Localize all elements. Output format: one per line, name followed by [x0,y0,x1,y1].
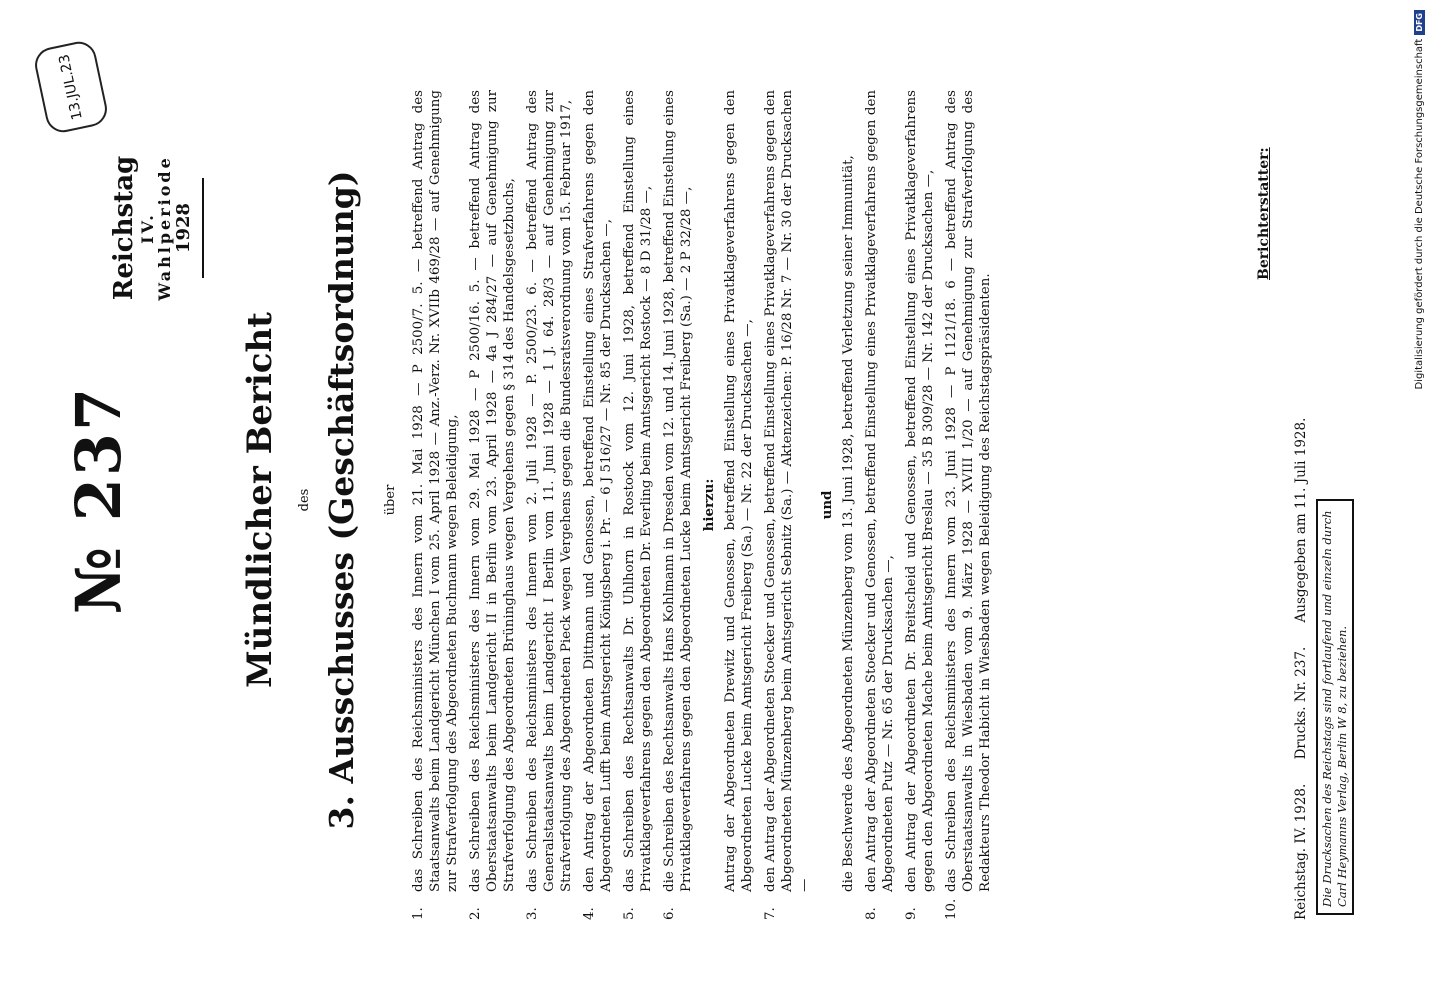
item-number: 4. [582,907,597,920]
dfg-logo-icon: DFG [1414,10,1425,35]
reichstag-name: Reichstag [109,155,139,301]
item-number: 7. [763,907,778,920]
item-number: 6. [662,907,677,920]
item-number: 5. [622,907,637,920]
hierzu-text: Antrag der Abgeordneten Drewitz und Genossen, betreffend Einstellung eines Privatklageverfahrens gegen den Abgeordneten Lucke beim Amtsgericht Freiberg (Sa.) — Nr. 22 der Drucksachen —, [723,90,755,892]
item-number: 10. [944,898,959,920]
und-text: die Beschwerde des Abgeordneten Münzenberg vom 13. Juni 1928, betreffend Verletzung seiner Immunität, [841,155,856,892]
footer-right: Ausgegeben am 11. Juli 1928. [1293,417,1309,623]
list-item [524,90,575,920]
item-text: das Schreiben des Reichsministers des Innern vom 29. Mai 1928 — P 2500/16. 5. — betreffend Antrag des Oberstaatsanwalts beim Landgericht II in Berlin vom 23. April 1928 — 4a J 284/27 — auf Genehmigung zur Strafverfolgung des Abgeordneten Brüninghaus wegen Vergehens gegen § 314 des Handelsgesetzbuchs, [468,90,517,892]
year: 1928 [172,202,194,254]
list-item [943,90,994,920]
item-text: den Antrag der Abgeordneten Dr. Breitscheid und Genossen, betreffend Einstellung eines Privatklageverfahrens gegen den Abgeordneten Mache beim Amtsgericht Breslau — 35 B 309/28 — Nr. 142 der Drucksachen —, [904,90,936,892]
committee-title: 3. Ausschusses (Geschäftsordnung) [322,170,361,830]
list-item [621,90,655,920]
footer-mid: Drucks. Nr. 237. [1293,646,1309,760]
credit-inner [1408,10,1430,430]
list-item [661,90,695,920]
hierzu-label: hierzu: [701,478,717,532]
agenda-list [410,90,1000,920]
item-text: das Schreiben des Rechtsanwalts Dr. Uhlhorn in Rostock vom 12. Juni 1928, betreffend Einstellung eines Privatklageverfahrens gegen den Abgeordneten Dr. Everling beim Amtsgericht Rostock — 8 D 31/28 —, [622,90,654,892]
stamp-text: 13.JUL.23 [56,52,86,122]
wahlperiode: IV. Wahlperiode [137,155,175,301]
digitization-credit [1408,10,1430,430]
list-item [863,90,897,920]
list-item [581,90,615,920]
document-number: № 237 [62,385,135,615]
item-text: die Schreiben des Rechtsanwalts Hans Kohlmann in Dresden vom 12. und 14. Juni 1928, betreffend Einstellung eines Privatklageverfahrens gegen den Abgeordneten Lucke beim Amtsgericht Freiberg (Sa.) — 2 P 32/28 —, [662,90,694,892]
list-item [762,90,813,920]
list-item [410,90,461,920]
item-text: das Schreiben des Reichsministers des Innern vom 23. Juni 1928 — P 1121/18. 6 — betreffend Antrag des Oberstaatsanwalts in Wiesbaden vom 9. März 1928 — XVIII 1/20 — auf Genehmigung zur Strafverfolgung des Redakteurs Theodor Habicht in Wiesbaden wegen Beleidigung des Reichstagspräsidenten. [944,90,993,892]
footer [1293,90,1309,920]
item-number: 2. [468,907,483,920]
reichstag-block [110,148,204,308]
credit-text: Digitalisierung gefördert durch die Deutsche Forschungsgemeinschaft [1413,38,1425,390]
item-text: den Antrag der Abgeordneten Stoecker und Genossen, betreffend Einstellung eines Privatklageverfahrens gegen den Abgeordneten Münzenberg beim Amtsgericht Sebnitz (Sa.) — Aktenzeichen: P. 16/28 Nr. 7 — Nr. 30 der Drucksachen — [763,90,812,892]
item-text: das Schreiben des Reichsministers des Innern vom 21. Mai 1928 — P 2500/7. 5. — betreffend Antrag des Staatsanwalts beim Landgericht München I vom 25. April 1928 — Anz.-Verz. Nr. XVIIb 469/28 — auf Genehmigung zur Strafverfolgung des Abgeordneten Buchmann wegen Beleidigung, [411,90,460,892]
list-item [467,90,518,920]
item-number: 9. [904,907,919,920]
item-number: 3. [525,907,540,920]
publisher-note: Die Drucksachen des Reichstags sind fortlaufend und einzeln durch Carl Heymanns Verlag, Berlin W 8, zu beziehen. [1316,499,1354,915]
ueber-word: über [383,484,398,516]
des-word: des [297,488,312,512]
item-text: den Antrag der Abgeordneten Stoecker und Genossen, betreffend Einstellung eines Privatklageverfahrens gegen den Abgeordneten Putz — Nr. 65 der Drucksachen —, [864,90,896,892]
item-number: 8. [864,907,879,920]
item-number: 1. [411,907,426,920]
divider [202,178,204,278]
footer-left: Reichstag. IV. 1928. [1293,783,1309,920]
berichterstatter-label: Berichterstatter: [1256,147,1272,280]
list-item [903,90,937,920]
und-label: und [819,490,835,520]
item-text: den Antrag der Abgeordneten Dittmann und Genossen, betreffend Einstellung eines Strafverfahrens gegen den Abgeordneten Lufft beim Amtsgericht Königsberg i. Pr. — 6 J 516/27 — Nr. 85 der Drucksachen —, [582,90,614,892]
item-text: das Schreiben des Reichsministers des Innern vom 2. Juli 1928 — P. 2500/23. 6. — betreffend Antrag des Generalstaatsanwalts beim Landgericht I Berlin vom 11. Juni 1928 — 1 J. 64. 28/3 — auf Genehmigung zur Strafverfolgung des Abgeordneten Pieck wegen Vergehens gegen die Bundesratsverordnung vom 15. Februar 1917, [525,90,574,892]
report-title: Mündlicher Bericht [240,312,280,688]
